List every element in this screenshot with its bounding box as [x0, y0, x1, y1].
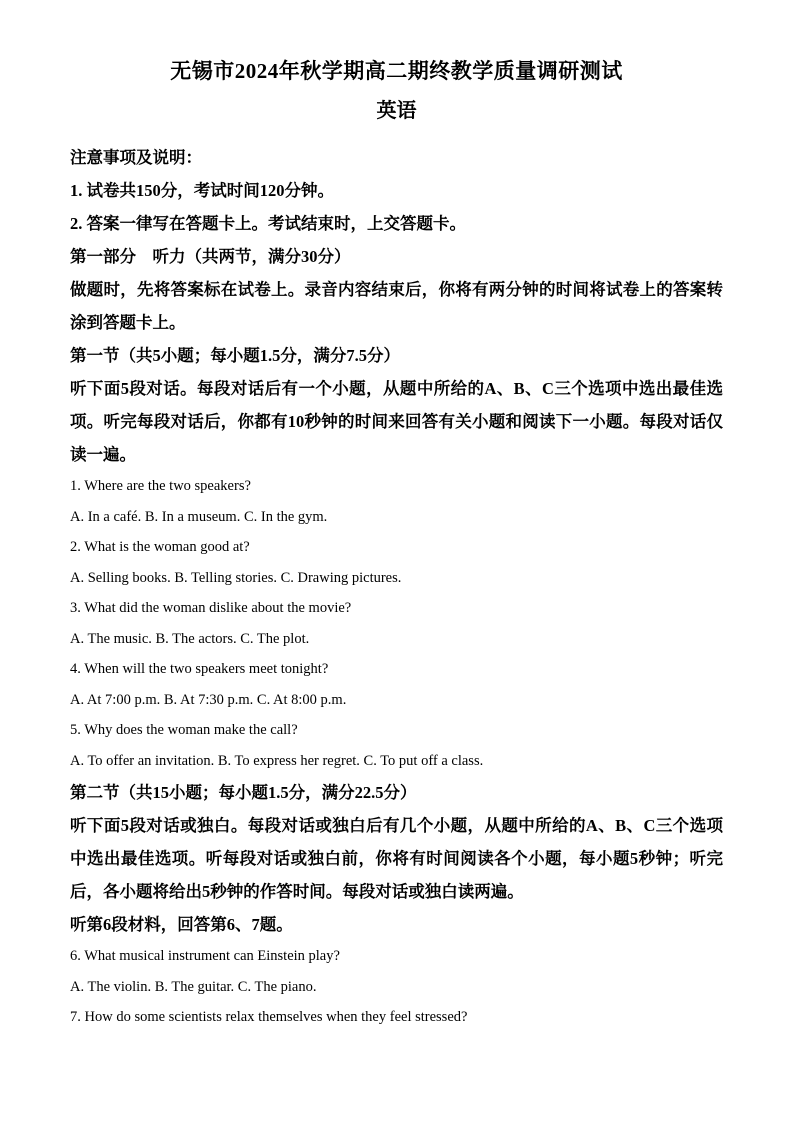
- question-2-options: A. Selling books. B. Telling stories. C. Drawing pictures.: [70, 569, 402, 586]
- question-4-text: 4. When will the two speakers meet tonight?: [70, 661, 329, 677]
- paper-subject: 英语: [376, 100, 417, 122]
- note-item-2: 2. 答案一律写在答题卡上。考试结束时，上交答题卡。: [70, 214, 466, 233]
- notes-heading: 注意事项及说明：: [70, 148, 202, 167]
- question-5-options: A. To offer an invitation. B. To express her regret. C. To put off a class.: [70, 752, 484, 769]
- section2-heading: 第二节（共15小题；每小题1.5分，满分22.5分）: [70, 783, 417, 802]
- question-5-text: 5. Why does the woman make the call?: [70, 722, 298, 738]
- note-item-1: 1. 试卷共150分，考试时间120分钟。: [70, 181, 334, 200]
- section1-instructions: 听下面5段对话。每段对话后有一个小题，从题中所给的A、B、C三个选项中选出最佳选项。听完每段对话后，你都有10秒钟的时间来回答有关小题和阅读下一小题。每段对话仅读一遍。: [70, 379, 723, 464]
- question-2-text: 2. What is the woman good at?: [70, 539, 250, 555]
- paper-title: 无锡市2024年秋学期高二期终教学质量调研测试: [170, 59, 623, 83]
- material-6-heading: 听第6段材料，回答第6、7题。: [70, 915, 293, 934]
- question-3-options: A. The music. B. The actors. C. The plot.: [70, 630, 310, 647]
- question-3-text: 3. What did the woman dislike about the movie?: [70, 600, 352, 616]
- section1-heading: 第一节（共5小题；每小题1.5分，满分7.5分）: [70, 346, 400, 365]
- question-1-options: A. In a café. B. In a museum. C. In the gym.: [70, 508, 328, 525]
- section2-instructions: 听下面5段对话或独白。每段对话或独白后有几个小题，从题中所给的A、B、C三个选项中选出最佳选项。听每段对话或独白前，你将有时间阅读各个小题，每小题5秒钟；听完后，各小题将给出5秒钟的作答时间。每段对话或独白读两遍。: [70, 816, 723, 901]
- question-4-options: A. At 7:00 p.m. B. At 7:30 p.m. C. At 8:00 p.m.: [70, 691, 347, 708]
- question-7-text: 7. How do some scientists relax themselves when they feel stressed?: [70, 1009, 468, 1025]
- question-6-options: A. The violin. B. The guitar. C. The piano.: [70, 978, 317, 995]
- part1-heading: 第一部分 听力（共两节，满分30分）: [70, 247, 351, 266]
- question-6-text: 6. What musical instrument can Einstein play?: [70, 948, 340, 964]
- part1-instructions: 做题时，先将答案标在试卷上。录音内容结束后，你将有两分钟的时间将试卷上的答案转涂到答题卡上。: [70, 280, 723, 332]
- question-1-text: 1. Where are the two speakers?: [70, 478, 251, 494]
